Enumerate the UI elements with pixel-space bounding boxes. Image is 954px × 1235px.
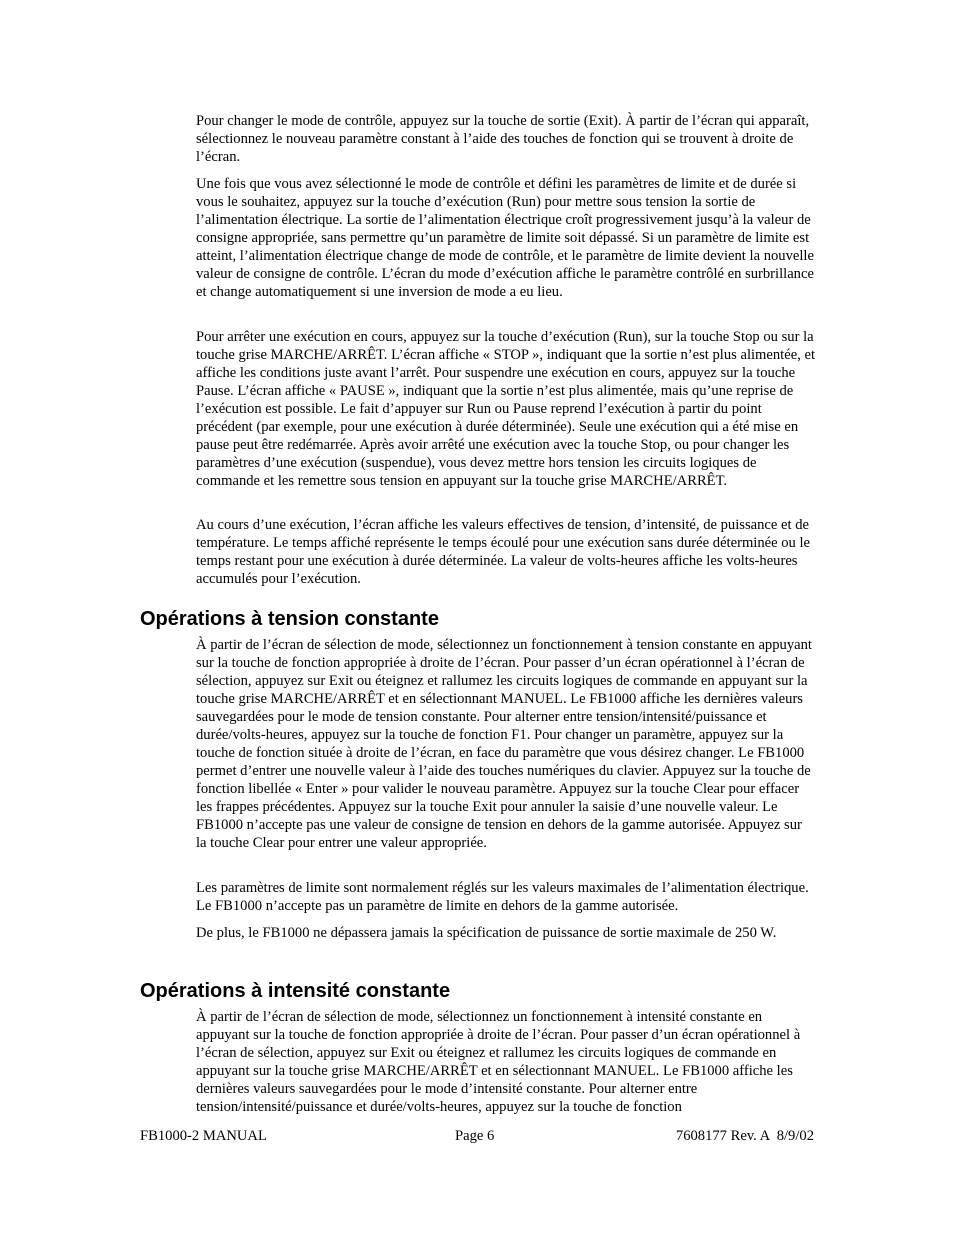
footer-manual-title: FB1000-2 MANUAL <box>140 1128 267 1144</box>
paragraph-voltage-max-power: De plus, le FB1000 ne dépassera jamais la spécification de puissance de sortie maximale de 250 W. <box>196 925 777 941</box>
paragraph-change-mode: Pour changer le mode de contrôle, appuyez sur la touche de sortie (Exit). À partir de l’écran qui apparaît, sélectionnez le nouveau paramètre constant à l’aide des touches de fonction qui se trouvent à droite de l’écran. <box>196 113 810 165</box>
paragraph-voltage-limits: Les paramètres de limite sont normalement réglés sur les valeurs maximales de l’alimentation électrique. Le FB1000 n’accepte pas un paramètre de limite en dehors de la gamme autorisée. <box>196 880 809 914</box>
paragraph-run-display: Au cours d’une exécution, l’écran affiche les valeurs effectives de tension, d’intensité, de puissance et de température. Le temps affiché représente le temps écoulé pour une exécution sans durée déterminée ou le temps restant pour une exécution à durée déterminée. La valeur de volts-heures affiche les volts-heures accumulés pour l’exécution. <box>196 517 811 587</box>
paragraph-stop-pause: Pour arrêter une exécution en cours, appuyez sur la touche d’exécution (Run), sur la touche Stop ou sur la touche grise MARCHE/ARRÊT. L’écran affiche « STOP », indiquant que la sortie n’est plus alimentée, et affiche les conditions juste avant l’arrêt. Pour suspendre une exécution en cours, appuyez sur la touche Pause. L’écran affiche « PAUSE », indiquant que la sortie n’est plus alimentée, mais qu’une reprise de l’exécution est possible. Le fait d’appuyer sur Run ou Pause reprend l’exécution à partir du point précédent (par exemple, pour une exécution à durée déterminée). Seule une exécution qui a été mise en pause peut être redémarrée. Après avoir arrêté une exécution avec la touche Stop, ou pour changer les paramètres d’une exécution (suspendue), vous devez mettre hors tension les circuits logiques de commande et les remettre sous tension en appuyant sur la touche grise MARCHE/ARRÊT. <box>196 329 816 489</box>
footer-revision: 7608177 Rev. A 8/9/02 <box>675 1128 814 1144</box>
footer-page-number: Page 6 <box>455 1128 495 1144</box>
paragraph-voltage-operation: À partir de l’écran de sélection de mode, sélectionnez un fonctionnement à tension constante en appuyant sur la touche de fonction appropriée à droite de l’écran. Pour passer d’un écran opérationnel à l’écran de sélection, appuyez sur Exit ou éteignez et rallumez les circuits logiques de commande en appuyant sur la touche grise MARCHE/ARRÊT et en sélectionnant MANUEL. Le FB1000 affiche les dernières valeurs sauvegardées pour le mode de tension constante. Pour alterner entre tension/intensité/puissance et durée/volts-heures, appuyez sur la touche de fonction F1. Pour changer un paramètre, appuyez sur la touche de fonction située à droite de l’écran, en face du paramètre que vous désirez changer. Le FB1000 permet d’entrer une nouvelle valeur à l’aide des touches numériques du clavier. Appuyez sur la touche de fonction libellée « Enter » pour valider le nouveau paramètre. Appuyez sur la touche Clear pour effacer les frappes précédentes. Appuyez sur la touche Exit pour annuler la saisie d’une nouvelle valeur. Le FB1000 n’accepte pas une valeur de consigne de tension en dehors de la gamme autorisée. Appuyez sur la touche Clear pour entrer une valeur appropriée. <box>196 637 812 851</box>
paragraph-run-output: Une fois que vous avez sélectionné le mode de contrôle et défini les paramètres de limite et de durée si vous le souhaitez, appuyez sur la touche d’exécution (Run) pour mettre sous tension la sortie de l’alimentation électrique. La sortie de l’alimentation électrique croît progressivement jusqu’à la valeur de consigne appropriée, sans permettre qu’un paramètre de limite soit dépassé. Si un paramètre de limite est atteint, l’alimentation électrique change de mode de contrôle, et le paramètre de limite devient la nouvelle valeur de consigne de contrôle. L’écran du mode d’exécution affiche le paramètre contrôlé en surbrillance et change automatiquement si une inversion de mode a eu lieu. <box>196 176 814 300</box>
section-heading-voltage: Opérations à tension constante <box>140 608 439 630</box>
paragraph-current-operation: À partir de l’écran de sélection de mode, sélectionnez un fonctionnement à intensité constante en appuyant sur la touche de fonction appropriée à droite de l’écran. Pour passer d’un écran opérationnel à l’écran de sélection, appuyez sur Exit ou éteignez et rallumez les circuits logiques de commande en appuyant sur la touche grise MARCHE/ARRÊT et en sélectionnant MANUEL. Le FB1000 affiche les dernières valeurs sauvegardées pour le mode d’intensité constante. Pour alterner entre tension/intensité/puissance et durée/volts-heures, appuyez sur la touche de fonction <box>196 1009 801 1115</box>
section-heading-current: Opérations à intensité constante <box>140 980 451 1002</box>
